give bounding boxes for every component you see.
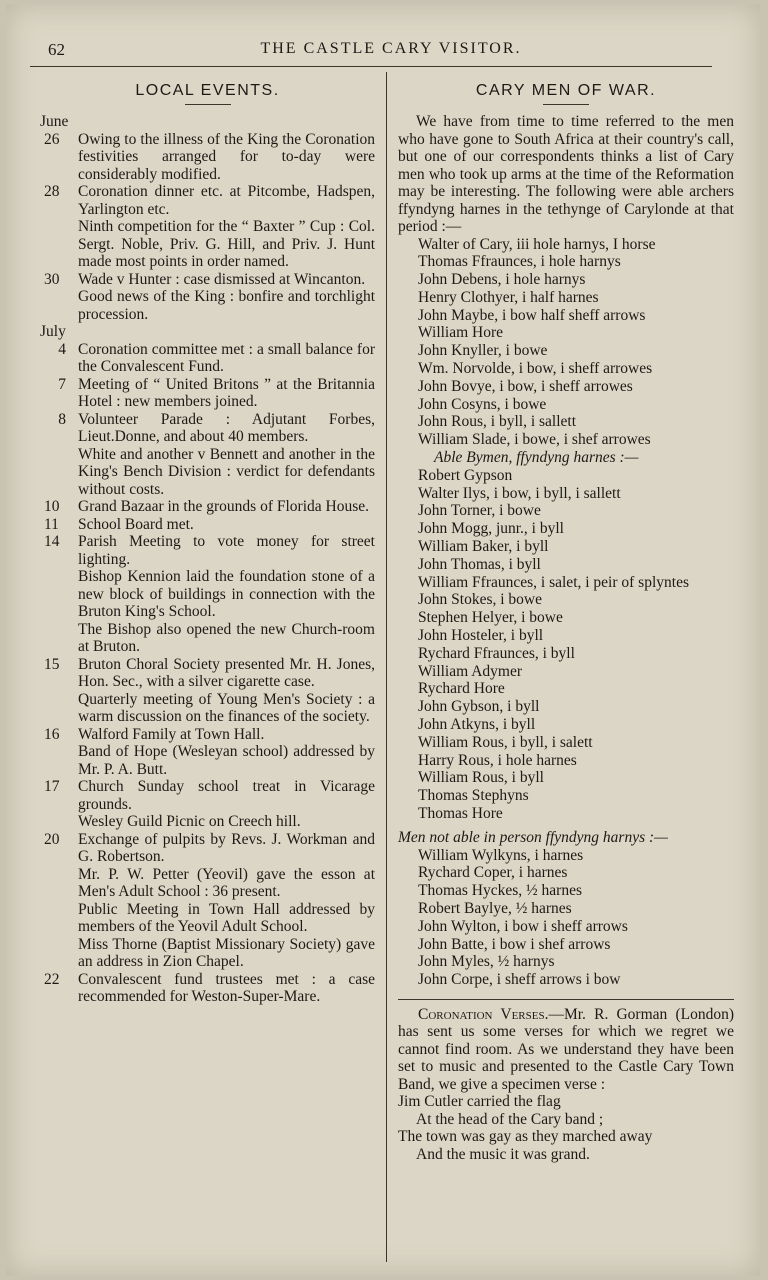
- roster-entry: Walter of Cary, iii hole harnys, I horse: [418, 235, 656, 253]
- event-lines: [78, 533, 375, 656]
- event-day: 20: [44, 830, 60, 848]
- event-line: Good news of the King : bonfire and torchlight procession.: [78, 288, 375, 323]
- event-day: 7: [58, 375, 66, 393]
- event-line: Volunteer Parade : Adjutant Forbes, Lieut.Donne, and about 40 members.: [78, 410, 375, 445]
- event-day: 15: [44, 655, 60, 673]
- event-line: Coronation committee met : a small balance for the Convalescent Fund.: [78, 340, 375, 375]
- event-day: 28: [44, 183, 60, 200]
- verses-heading: Coronation Verses.: [418, 1005, 549, 1023]
- event-lines: [78, 411, 375, 499]
- roster-entry: John Thomas, i byll: [418, 555, 541, 573]
- event-day: 26: [44, 130, 60, 148]
- event-lines: [78, 778, 375, 831]
- event-lines: [78, 183, 375, 271]
- title-rule: [543, 104, 589, 105]
- event-line: Grand Bazaar in the grounds of Florida House.: [78, 498, 369, 515]
- verses-text: —Mr. R. Gorman (London) has sent us some verses for which we regret we cannot find room. As we understand they have been set to music and presented to the Castle Cary Town Band, we give a specimen verse :: [398, 1005, 734, 1093]
- cary-men-intro: [398, 113, 734, 236]
- roster-entry: Thomas Hore: [418, 805, 503, 822]
- event-lines: [78, 376, 375, 411]
- event-entry: [40, 376, 375, 411]
- event-day: 8: [58, 410, 66, 428]
- event-lines: [78, 971, 375, 1006]
- event-line: Public Meeting in Town Hall addressed by members of the Yeovil Adult School.: [78, 900, 375, 935]
- roster-entry: William Adymer: [418, 662, 522, 680]
- intro-paragraph: We have from time to time referred to the men who have gone to South Africa at their country's call, but one of our correspondents thinks a list of Cary men who took up arms at the time of the Reformation may be interesting. The following were able archers ffyndyng harnes in the tethynge of Carylonde at that period :—: [398, 113, 734, 235]
- archers-list: [398, 236, 734, 450]
- event-line: Parish Meeting to vote money for street lighting.: [78, 533, 375, 568]
- event-lines: [78, 498, 375, 516]
- event-line: Band of Hope (Wesleyan school) addressed by Mr. P. A. Butt.: [78, 743, 375, 778]
- roster-entry: John Rous, i byll, i sallett: [418, 413, 577, 431]
- cary-men-column: [398, 76, 734, 1163]
- event-entry: [40, 498, 375, 516]
- running-title: THE CASTLE CARY VISITOR.: [260, 40, 522, 57]
- roster-entry: Rychard Hore: [418, 680, 505, 698]
- roster-entry: John Bovye, i bow, i sheff arrowes: [418, 377, 633, 395]
- event-day: 16: [44, 725, 60, 743]
- roster-entry: Wm. Norvolde, i bow, i sheff arrowes: [418, 360, 653, 378]
- coronation-verses: [398, 1006, 734, 1164]
- roster-entry: Harry Rous, i hole harnes: [418, 751, 577, 769]
- roster-entry: William Rous, i byll: [418, 769, 544, 787]
- event-line: Exchange of pulpits by Revs. J. Workman and G. Robertson.: [78, 830, 375, 865]
- roster-entry: Walter Ilys, i bow, i byll, i sallett: [418, 484, 621, 502]
- event-day: 4: [58, 340, 66, 358]
- month-label: June: [40, 113, 69, 130]
- verses-paragraph: [398, 1006, 734, 1094]
- event-day: 10: [44, 498, 60, 515]
- event-line: Miss Thorne (Baptist Missionary Society) gave an address in Zion Chapel.: [78, 935, 375, 970]
- event-line: Meeting of “ United Britons ” at the Britannia Hotel : new members joined.: [78, 375, 375, 410]
- event-line: Bruton Choral Society presented Mr. H. Jones, Hon. Sec., with a silver cigarette case.: [78, 655, 375, 690]
- month-label: July: [40, 323, 66, 340]
- event-line: School Board met.: [78, 515, 194, 533]
- roster-entry: William Slade, i bowe, i shef arrowes: [418, 431, 651, 449]
- roster-entry: John Atkyns, i byll: [418, 716, 536, 734]
- verse-lines: [398, 1093, 734, 1163]
- event-entry: [40, 656, 375, 726]
- local-events-title: LOCAL EVENTS.: [135, 82, 280, 99]
- event-line: Ninth competition for the “ Baxter ” Cup : Col. Sergt. Noble, Priv. G. Hill, and Priv. J. Hunt made most points in order named.: [78, 218, 375, 270]
- event-lines: [78, 516, 375, 534]
- event-lines: [78, 726, 375, 779]
- verse-line: And the music it was grand.: [416, 1145, 590, 1163]
- page-header: [36, 34, 746, 66]
- event-lines: [78, 271, 375, 324]
- event-line: Convalescent fund trustees met : a case recommended for Weston-Super-Mare.: [78, 970, 375, 1005]
- roster-entry: John Corpe, i sheff arrows i bow: [418, 971, 621, 989]
- event-entry: [40, 411, 375, 499]
- roster-entry: William Wylkyns, i harnes: [418, 846, 584, 864]
- not-able-heading: Men not able in person ffyndyng harnys :—: [398, 828, 668, 846]
- event-entry: [40, 271, 375, 324]
- roster-entry: John Gybson, i byll: [418, 698, 540, 716]
- event-entry: [40, 533, 375, 656]
- event-line: Walford Family at Town Hall.: [78, 725, 265, 743]
- roster-entry: William Baker, i byll: [418, 538, 549, 556]
- event-lines: [78, 131, 375, 184]
- not-able-list: [398, 847, 734, 989]
- event-line: Bishop Kennion laid the foundation stone of a new block of buildings in connection with the Bruton King's School.: [78, 568, 375, 620]
- roster-entry: Stephen Helyer, i bowe: [418, 609, 563, 627]
- roster-entry: John Myles, ½ harnys: [418, 953, 555, 971]
- event-lines: [78, 656, 375, 726]
- event-day: 17: [44, 778, 60, 795]
- cary-men-title: CARY MEN OF WAR.: [475, 82, 657, 99]
- roster-entry: William Ffraunces, i salet, i peir of splyntes: [418, 573, 689, 591]
- bymen-list: [398, 467, 734, 823]
- roster-entry: Thomas Stephyns: [418, 787, 529, 805]
- roster-entry: John Knyller, i bowe: [418, 342, 548, 360]
- roster-entry: John Debens, i hole harnys: [418, 271, 586, 289]
- roster-entry: Robert Gypson: [418, 466, 513, 484]
- roster-entry: John Cosyns, i bowe: [418, 395, 547, 413]
- roster-entry: Rychard Ffraunces, i byll: [418, 644, 575, 662]
- event-entry: [40, 516, 375, 534]
- roster-entry: John Mogg, junr., i byll: [418, 520, 564, 538]
- event-line: Wade v Hunter : case dismissed at Wincanton.: [78, 270, 366, 288]
- event-line: Mr. P. W. Petter (Yeovil) gave the esson at Men's Adult School : 36 present.: [78, 865, 375, 900]
- event-entry: [40, 183, 375, 271]
- event-line: Wesley Guild Picnic on Creech hill.: [78, 813, 301, 830]
- roster-entry: Rychard Coper, i harnes: [418, 864, 568, 882]
- roster-entry: John Maybe, i bow half sheff arrows: [418, 306, 646, 324]
- event-entry: [40, 831, 375, 971]
- event-day: 22: [44, 970, 60, 988]
- roster-entry: John Hosteler, i byll: [418, 627, 544, 645]
- bymen-heading: Able Bymen, ffyndyng harnes :—: [434, 449, 639, 467]
- roster-entry: John Torner, i bowe: [418, 502, 541, 520]
- roster-entry: William Hore: [418, 324, 504, 342]
- title-rule: [185, 104, 231, 105]
- event-entry: [40, 778, 375, 831]
- event-day: 30: [44, 270, 60, 288]
- event-entry: [40, 131, 375, 184]
- column-divider: [386, 72, 387, 1262]
- event-line: Quarterly meeting of Young Men's Society : a warm discussion on the finances of the society.: [78, 690, 375, 725]
- roster-entry: Henry Clothyer, i half harnes: [418, 288, 599, 306]
- local-events-column: [40, 76, 375, 1006]
- roster-entry: John Stokes, i bowe: [418, 591, 542, 609]
- section-rule: [398, 999, 734, 1000]
- roster-entry: Thomas Ffraunces, i hole harnys: [418, 253, 621, 271]
- event-line: Owing to the illness of the King the Coronation festivities arranged for to-day were considerably modified.: [78, 130, 375, 183]
- verse-line: The town was gay as they marched away: [398, 1128, 653, 1146]
- event-day: 14: [44, 533, 60, 550]
- event-entry: [40, 971, 375, 1006]
- event-line: Church Sunday school treat in Vicarage grounds.: [78, 778, 375, 813]
- roster-entry: William Rous, i byll, i salett: [418, 733, 593, 751]
- event-lines: [78, 341, 375, 376]
- verse-line: Jim Cutler carried the flag: [398, 1093, 561, 1111]
- roster-entry: Thomas Hyckes, ½ harnes: [418, 882, 582, 900]
- roster: [398, 236, 734, 989]
- event-line: The Bishop also opened the new Church-room at Bruton.: [78, 620, 375, 655]
- page-number: 62: [48, 40, 65, 59]
- events-list: [40, 113, 375, 1006]
- roster-entry: John Wylton, i bow i sheff arrows: [418, 917, 628, 935]
- verse-line: At the head of the Cary band ;: [416, 1110, 604, 1128]
- roster-entry: Robert Baylye, ½ harnes: [418, 899, 572, 917]
- roster-entry: John Batte, i bow i shef arrows: [418, 935, 611, 953]
- event-entry: [40, 341, 375, 376]
- event-line: White and another v Bennett and another in the King's Bench Division : verdict for defendants without costs.: [78, 445, 375, 498]
- event-day: 11: [44, 515, 59, 533]
- event-line: Coronation dinner etc. at Pitcombe, Hadspen, Yarlington etc.: [78, 183, 375, 218]
- event-entry: [40, 726, 375, 779]
- header-rule: [30, 66, 712, 67]
- event-lines: [78, 831, 375, 971]
